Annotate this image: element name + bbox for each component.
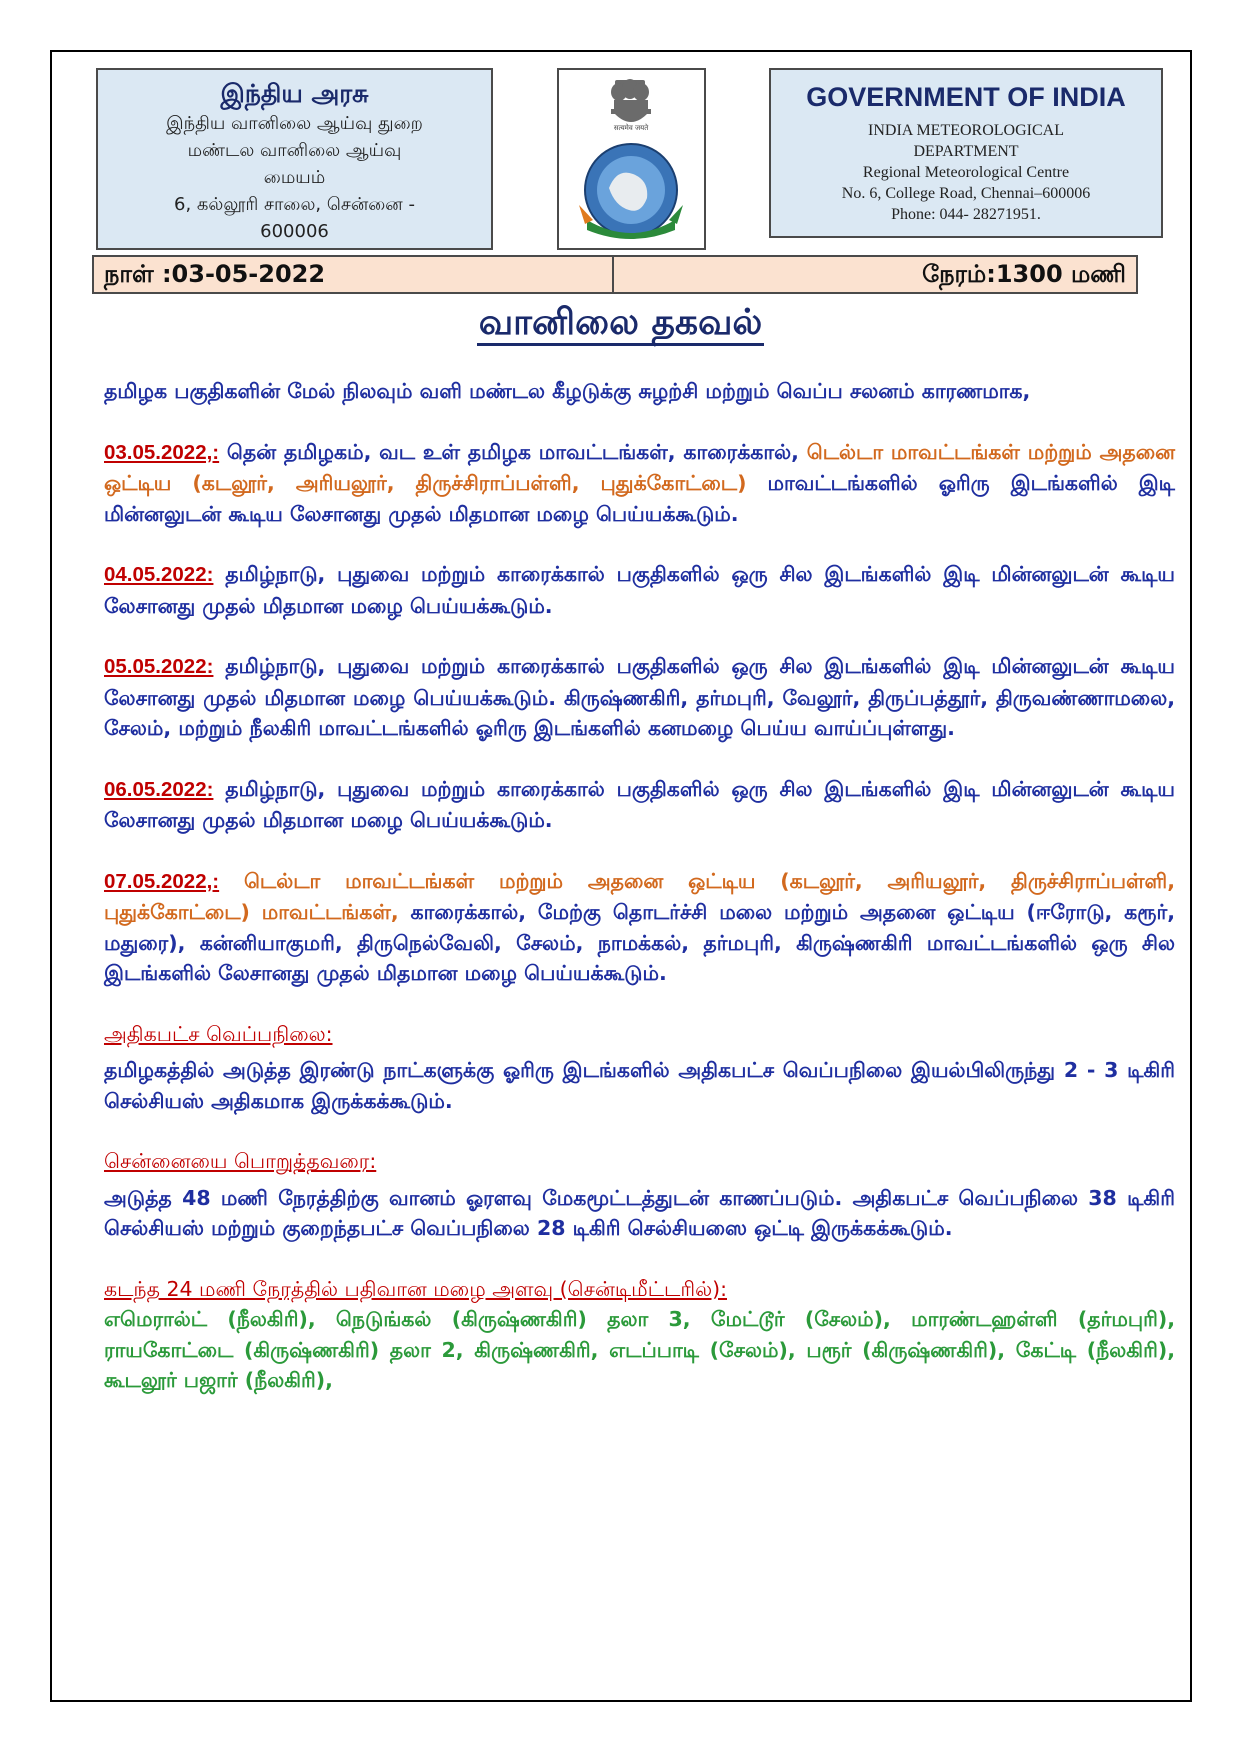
header-tamil-line: மையம் bbox=[263, 167, 326, 188]
date-label: நாள் :03-05-2022 bbox=[104, 260, 326, 288]
header-english-box bbox=[769, 68, 1163, 238]
intro-paragraph: தமிழக பகுதிகளின் மேல் நிலவும் வளி மண்டல கீழடுக்கு சுழற்சி மற்றும் வெப்ப சலனம் காரணமாக, bbox=[104, 379, 1031, 403]
header-english-line: No. 6, College Road, Chennai–600006 bbox=[841, 185, 1091, 202]
header-english-title: GOVERNMENT OF INDIA bbox=[806, 82, 1126, 112]
header-tamil-line: 600006 bbox=[260, 221, 329, 242]
chennai-paragraph: அடுத்த 48 மணி நேரத்திற்கு வானம் ஓரளவு மேகமூட்டத்துடன் காணப்படும். அதிகபட்ச வெப்பநிலை 38 டிகிரி செல்சியஸ் மற்றும் குறைந்தபட்ச வெப்பநிலை 28 டிகிரி செல்சியஸை ஒட்டி இருக்கக்கூடும். bbox=[104, 1185, 1175, 1240]
header-tamil-line: 6, கல்லூரி சாலை, சென்னை - bbox=[174, 194, 415, 215]
forecast-paragraph bbox=[104, 651, 1175, 744]
header-english-line: Regional Meteorological Centre bbox=[862, 164, 1070, 181]
forecast-text-highlight: டெல்டா மாவட்டங்கள் மற்றும் அதனை ஒட்டிய (கடலூர், அரியலூர், திருச்சிராப்பள்ளி, புதுக்கோட்டை) bbox=[104, 439, 1176, 495]
page-title bbox=[0, 298, 1241, 348]
emblem-box bbox=[557, 68, 706, 250]
forecast-date: 04.05.2022: bbox=[104, 563, 214, 586]
bulletin-body bbox=[104, 376, 1175, 1426]
rainfall-paragraph: எமெரால்ட் (நீலகிரி), நெடுங்கல் (கிருஷ்ணகிரி) தலா 3, மேட்டூர் (சேலம்), மாரண்டஹள்ளி (தர்மபுரி), ராயகோட்டை (கிருஷ்ணகிரி) தலா 2, கிருஷ்ணகிரி, எடப்பாடி (சேலம்), பரூர் (கிருஷ்ணகிரி), கேட்டி (நீலகிரி), கூடலூர் பஜார் (நீலகிரி), bbox=[104, 1307, 1175, 1392]
forecast-date: 07.05.2022,: bbox=[104, 869, 220, 893]
forecast-text: தமிழ்நாடு, புதுவை மற்றும் காரைக்கால் பகுதிகளில் ஒரு சில இடங்களில் இடி மின்னலுடன் கூடிய லேசானது முதல் மிதமான மழை பெய்யக்கூடும். bbox=[104, 776, 1175, 832]
forecast-text: மாவட்டங்களில் ஓரிரு இடங்களில் இடி மின்னலுடன் கூடிய லேசானது முதல் மிதமான மழை பெய்யக்கூடும். bbox=[104, 471, 1175, 526]
header-english-line: INDIA METEOROLOGICAL bbox=[868, 122, 1064, 139]
header-tamil-box bbox=[96, 68, 493, 250]
time-cell bbox=[922, 257, 1126, 292]
forecast-text: தென் தமிழகம், வட உள் தமிழக மாவட்டங்கள், காரைக்கால், bbox=[219, 439, 807, 464]
rainfall-heading: கடந்த 24 மணி நேரத்தில் பதிவான மழை அளவு (சென்டிமீட்டரில்): bbox=[104, 1276, 727, 1301]
date-cell bbox=[94, 257, 614, 292]
forecast-date: 05.05.2022: bbox=[104, 655, 214, 678]
time-label: நேரம்:1300 மணி bbox=[922, 260, 1126, 288]
emblem-caption: सत्यमेव जयते bbox=[613, 124, 649, 132]
forecast-date: 06.05.2022: bbox=[104, 777, 214, 801]
date-time-bar bbox=[92, 255, 1138, 294]
header-english-line: Phone: 044- 28271951. bbox=[891, 206, 1041, 223]
header-tamil-line: மண்டல வானிலை ஆய்வு bbox=[187, 140, 402, 161]
max-temp-heading: அதிகபட்ச வெப்பநிலை: bbox=[104, 1021, 333, 1046]
page-title-text: வானிலை தகவல் bbox=[477, 302, 765, 346]
forecast-paragraph bbox=[104, 437, 1175, 530]
header-tamil-line: இந்திய வானிலை ஆய்வு துறை bbox=[166, 113, 423, 134]
forecast-date: 03.05.2022,: bbox=[104, 440, 220, 464]
header-english-line: DEPARTMENT bbox=[913, 143, 1019, 160]
forecast-text-highlight: டெல்டா மாவட்டங்கள் மற்றும் அதனை ஒட்டிய (கடலூர், அரியலூர், திருச்சிராப்பள்ளி, புதுக்கோட்டை) மாவட்டங்கள், bbox=[104, 868, 1175, 924]
forecast-paragraph bbox=[104, 559, 1175, 621]
imd-emblem-icon bbox=[559, 70, 704, 248]
forecast-paragraph bbox=[104, 866, 1175, 989]
forecast-paragraph bbox=[104, 774, 1175, 836]
forecast-text: தமிழ்நாடு, புதுவை மற்றும் காரைக்கால் பகுதிகளில் ஒரு சில இடங்களில் இடி மின்னலுடன் கூடிய லேசானது முதல் மிதமான மழை பெய்யக்கூடும். bbox=[104, 562, 1175, 618]
chennai-heading: சென்னையை பொறுத்தவரை: bbox=[104, 1149, 377, 1173]
max-temp-paragraph: தமிழகத்தில் அடுத்த இரண்டு நாட்களுக்கு ஓரிரு இடங்களில் அதிகபட்ச வெப்பநிலை இயல்பிலிருந்து 2 - 3 டிகிரி செல்சியஸ் அதிகமாக இருக்கக்கூடும். bbox=[104, 1058, 1175, 1113]
forecast-text: தமிழ்நாடு, புதுவை மற்றும் காரைக்கால் பகுதிகளில் ஒரு சில இடங்களில் இடி மின்னலுடன் கூடிய லேசானது முதல் மிதமான மழை பெய்யக்கூடும். கிருஷ்ணகிரி, தர்மபுரி, வேலூர், திருப்பத்தூர், திருவண்ணாமலை, சேலம், மற்றும் நீலகிரி மாவட்டங்களில் ஓரிரு இடங்களில் கனமழை பெய்ய வாய்ப்புள்ளது. bbox=[104, 654, 1175, 740]
header-tamil-title: இந்திய அரசு bbox=[220, 79, 369, 108]
forecast-text: காரைக்கால், மேற்கு தொடர்ச்சி மலை மற்றும் அதனை ஒட்டிய (ஈரோடு, கரூர், மதுரை), கன்னியாகுமரி, திருநெல்வேலி, சேலம், நாமக்கல், தர்மபுரி, கிருஷ்ணகிரி மாவட்டங்களில் ஒரு சில இடங்களில் லேசானது முதல் மிதமான மழை பெய்யக்கூடும். bbox=[104, 900, 1176, 985]
